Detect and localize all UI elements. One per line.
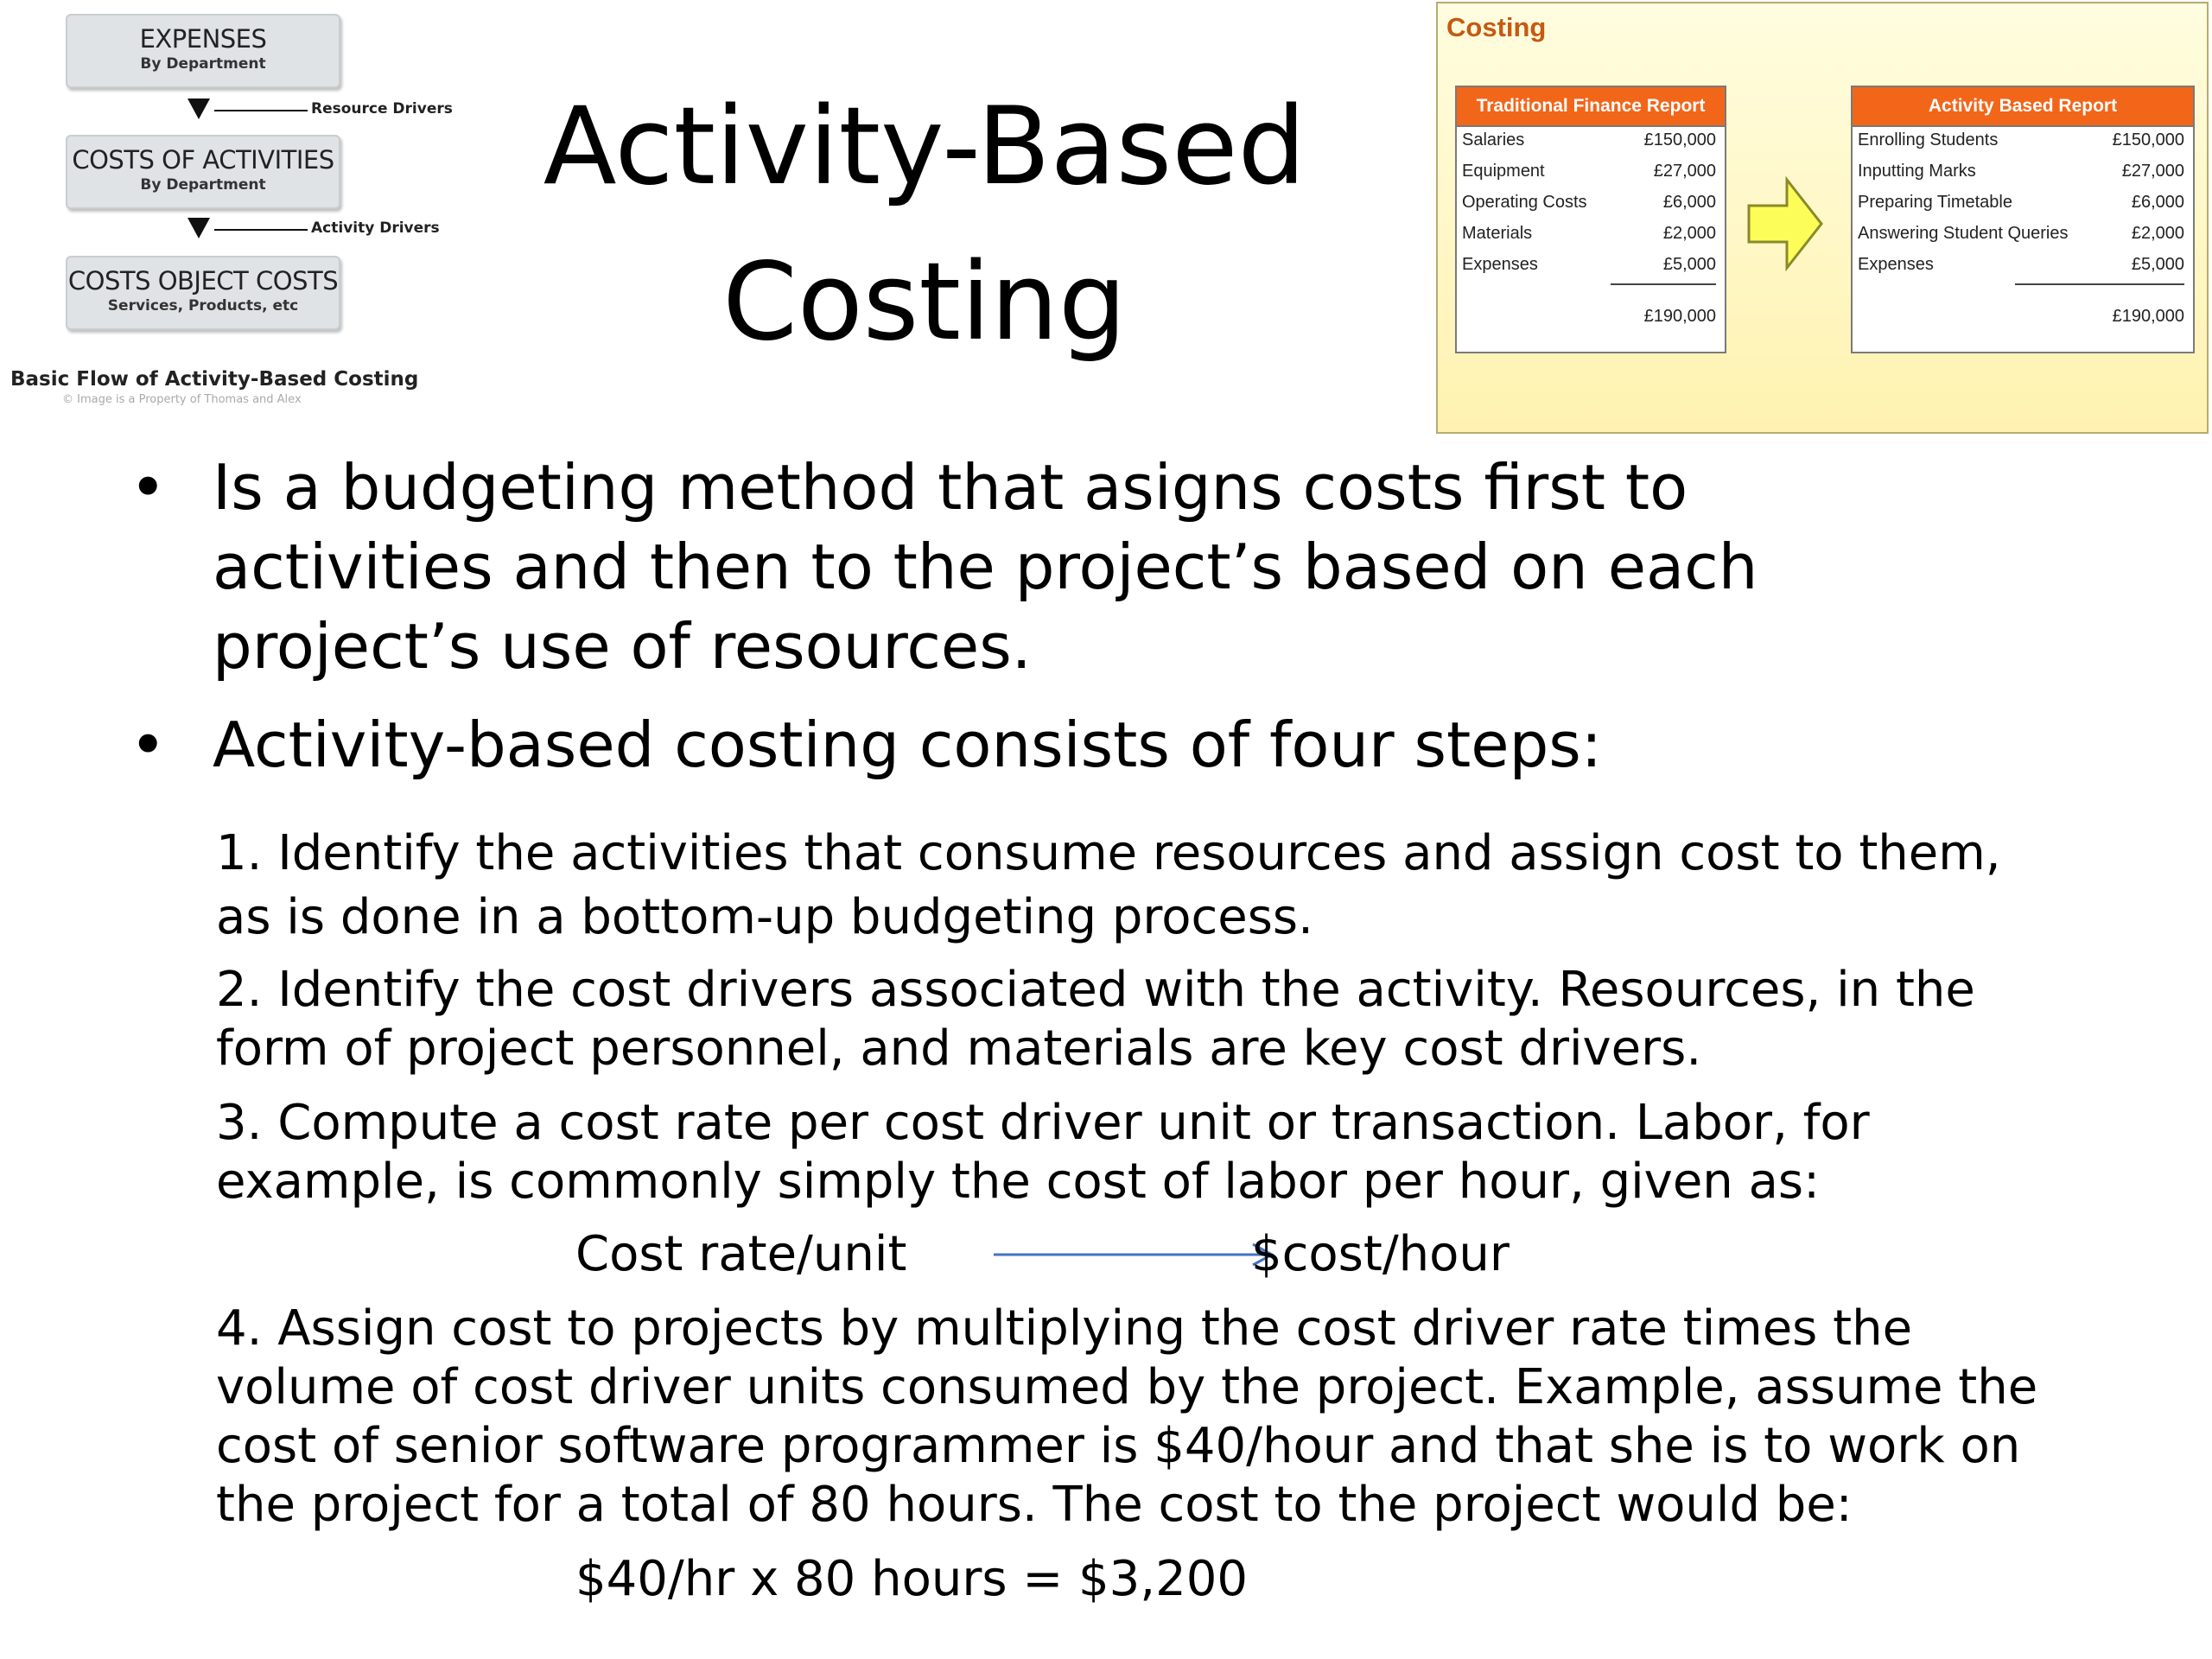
step-3-line: example, is commonly simply the cost of labor per hour, given as:: [216, 1154, 1820, 1210]
total-rule: [2015, 283, 2184, 285]
flow-box-activities: [66, 135, 340, 209]
step-1-line: as is done in a bottom-up budgeting process.: [216, 889, 1313, 945]
flow-box-subtitle: By Department: [140, 55, 266, 73]
row-value: £6,000: [2131, 193, 2184, 212]
step-4-line: 4. Assign cost to projects by multiplying the cost driver rate times the: [216, 1300, 1913, 1357]
traditional-finance-report: [1455, 86, 1726, 353]
report-header: Traditional Finance Report: [1457, 87, 1725, 127]
formula-cost-rate-unit: Cost rate/unit: [575, 1226, 907, 1282]
right-arrow-icon: [1745, 176, 1825, 271]
slide-title-line-2: Costing: [722, 240, 1127, 365]
flow-copyright: [62, 393, 302, 406]
formula-example-result: $40/hr x 80 hours = $3,200: [575, 1551, 1248, 1607]
bullet-marker: •: [130, 709, 167, 781]
row-value: £5,000: [2131, 255, 2184, 274]
slide-title: [484, 69, 1365, 380]
total-rule: [1611, 283, 1716, 285]
resource-drivers-label: Resource Drivers: [311, 100, 453, 118]
row-value: £150,000: [1643, 130, 1716, 149]
arrow-right-icon: [994, 1237, 1279, 1272]
report-row: [1462, 193, 1716, 224]
flow-caption: Basic Flow of Activity-Based Costing: [10, 368, 419, 391]
row-label: Expenses: [1462, 255, 1538, 274]
driver-connector: [214, 110, 308, 111]
row-label: Inputting Marks: [1858, 162, 1976, 181]
flow-box-title: COSTS OF ACTIVITIES: [72, 145, 334, 175]
row-value: £27,000: [1653, 162, 1716, 181]
step-2-line: 2. Identify the cost drivers associated with the activity. Resources, in the: [216, 962, 1975, 1018]
copyright-icon: ©: [62, 393, 73, 406]
costing-panel: [1436, 2, 2209, 434]
row-value: £150,000: [2112, 130, 2184, 149]
copyright-text: Image is a Property of Thomas and Alex: [77, 393, 302, 406]
report-header: Activity Based Report: [1853, 87, 2193, 127]
report-total: £190,000: [2112, 307, 2184, 326]
flow-arrow-down-icon: [188, 99, 210, 119]
bullet-line: Activity-based costing consists of four steps:: [213, 709, 1603, 781]
row-label: Preparing Timetable: [1858, 193, 2012, 212]
driver-connector: [214, 229, 308, 231]
flow-box-subtitle: By Department: [140, 176, 266, 194]
report-row: [1462, 162, 1716, 193]
row-label: Materials: [1462, 224, 1533, 243]
row-label: Salaries: [1462, 130, 1525, 149]
report-row: [1462, 255, 1716, 286]
flow-box-title: EXPENSES: [139, 24, 267, 54]
report-row: [1858, 162, 2184, 193]
flow-box-title: COSTS OBJECT COSTS: [67, 266, 339, 296]
formula-cost-per-hour: $cost/hour: [1251, 1226, 1510, 1282]
bullet-line: activities and then to the project’s based on each: [213, 531, 1758, 603]
report-row: [1858, 255, 2184, 286]
bullet-marker: •: [130, 451, 167, 524]
flow-box-subtitle: Services, Products, etc: [107, 297, 299, 315]
activity-based-report: [1851, 86, 2195, 353]
flow-box-cost-objects: [66, 256, 340, 330]
report-row: [1858, 193, 2184, 224]
report-row: [1858, 130, 2184, 162]
report-total: £190,000: [1643, 307, 1716, 326]
step-4-line: the project for a total of 80 hours. The cost to the project would be:: [216, 1477, 1853, 1533]
slide-title-line-1: Activity-Based: [543, 85, 1306, 209]
bullet-line: project’s use of resources.: [213, 610, 1032, 683]
row-value: £27,000: [2121, 162, 2184, 181]
step-4-line: cost of senior software programmer is $40/hour and that she is to work on: [216, 1418, 2021, 1474]
row-label: Expenses: [1858, 255, 1934, 274]
activity-drivers-label: Activity Drivers: [311, 219, 440, 237]
row-label: Operating Costs: [1462, 193, 1587, 212]
step-4-line: volume of cost driver units consumed by the project. Example, assume the: [216, 1359, 2038, 1415]
row-value: £2,000: [2131, 224, 2184, 243]
row-label: Enrolling Students: [1858, 130, 1999, 149]
report-row: [1462, 224, 1716, 255]
flow-box-expenses: [66, 14, 340, 88]
flow-arrow-down-icon: [188, 218, 210, 238]
report-row: [1858, 224, 2184, 255]
step-2-line: form of project personnel, and materials are key cost drivers.: [216, 1020, 1702, 1077]
row-label: Answering Student Queries: [1858, 224, 2069, 243]
row-value: £2,000: [1662, 224, 1716, 243]
report-row: [1462, 130, 1716, 162]
row-value: £6,000: [1662, 193, 1716, 212]
row-label: Equipment: [1462, 162, 1545, 181]
costing-panel-title: Costing: [1446, 12, 1547, 42]
step-3-line: 3. Compute a cost rate per cost driver unit or transaction. Labor, for: [216, 1095, 1870, 1151]
bullet-line: Is a budgeting method that asigns costs first to: [213, 451, 1688, 524]
row-value: £5,000: [1662, 255, 1716, 274]
step-1-line: 1. Identify the activities that consume resources and assign cost to them,: [216, 825, 2001, 881]
